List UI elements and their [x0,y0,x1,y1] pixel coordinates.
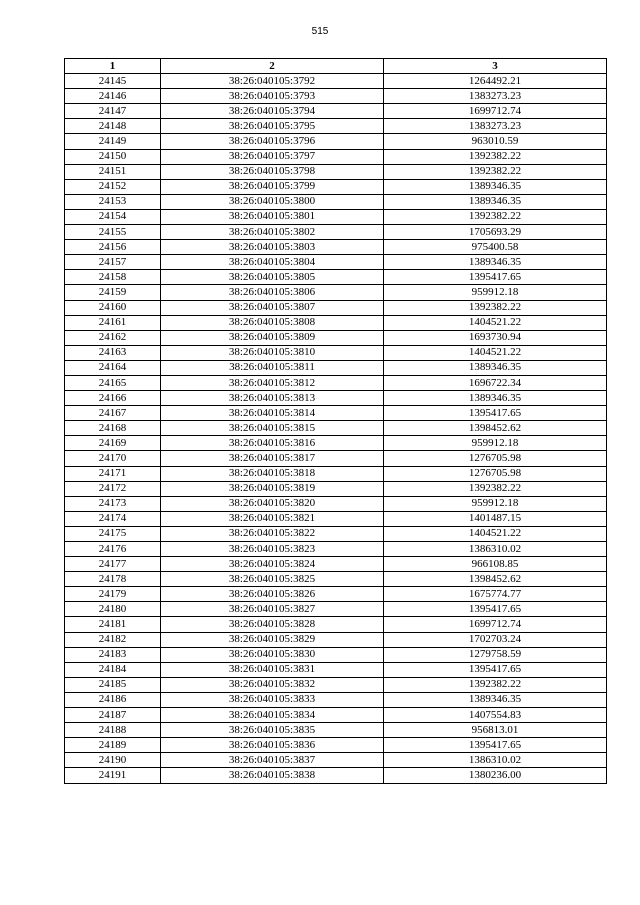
value-cell: 963010.59 [384,134,607,149]
cadastral-number-cell: 38:26:040105:3828 [161,617,384,632]
row-number-cell: 24175 [65,526,161,541]
value-cell: 1392382.22 [384,481,607,496]
row-number-cell: 24157 [65,255,161,270]
cadastral-number-cell: 38:26:040105:3826 [161,587,384,602]
row-number-cell: 24169 [65,436,161,451]
value-cell: 1696722.34 [384,375,607,390]
value-cell: 1404521.22 [384,526,607,541]
table-row [65,375,607,390]
value-cell: 1395417.65 [384,738,607,753]
row-number-cell: 24185 [65,677,161,692]
cadastral-number-cell: 38:26:040105:3817 [161,451,384,466]
row-number-cell: 24174 [65,511,161,526]
cadastral-number-cell: 38:26:040105:3825 [161,572,384,587]
table-row [65,134,607,149]
value-cell: 1675774.77 [384,587,607,602]
table-row [65,496,607,511]
cadastral-number-cell: 38:26:040105:3816 [161,436,384,451]
cadastral-number-cell: 38:26:040105:3813 [161,391,384,406]
page-number: 515 [311,26,329,37]
row-number-cell: 24186 [65,692,161,707]
table-row [65,149,607,164]
value-cell: 1383273.23 [384,89,607,104]
cadastral-number-cell: 38:26:040105:3800 [161,194,384,209]
row-number-cell: 24184 [65,662,161,677]
row-number-cell: 24190 [65,753,161,768]
table-row [65,451,607,466]
table-row [65,617,607,632]
cadastral-number-cell: 38:26:040105:3832 [161,677,384,692]
cadastral-number-cell: 38:26:040105:3814 [161,406,384,421]
table-row [65,738,607,753]
value-cell: 1407554.83 [384,708,607,723]
value-cell: 966108.85 [384,557,607,572]
cadastral-number-cell: 38:26:040105:3795 [161,119,384,134]
cadastral-number-cell: 38:26:040105:3827 [161,602,384,617]
cadastral-number-cell: 38:26:040105:3812 [161,375,384,390]
table-row [65,406,607,421]
row-number-cell: 24177 [65,557,161,572]
row-number-cell: 24147 [65,104,161,119]
row-number-cell: 24148 [65,119,161,134]
value-cell: 956813.01 [384,723,607,738]
table-row [65,194,607,209]
cadastral-number-cell: 38:26:040105:3807 [161,300,384,315]
table-row [65,692,607,707]
column-header-1: 1 [65,59,161,74]
cadastral-number-cell: 38:26:040105:3818 [161,466,384,481]
row-number-cell: 24156 [65,240,161,255]
value-cell: 1389346.35 [384,391,607,406]
table-row [65,315,607,330]
row-number-cell: 24181 [65,617,161,632]
table-row [65,662,607,677]
cadastral-number-cell: 38:26:040105:3835 [161,723,384,738]
row-number-cell: 24183 [65,647,161,662]
cadastral-number-cell: 38:26:040105:3802 [161,225,384,240]
table-row [65,526,607,541]
row-number-cell: 24155 [65,225,161,240]
table-row [65,104,607,119]
table-row [65,330,607,345]
cadastral-number-cell: 38:26:040105:3833 [161,692,384,707]
table-row [65,632,607,647]
table-row [65,74,607,89]
cadastral-number-cell: 38:26:040105:3805 [161,270,384,285]
table-row [65,708,607,723]
value-cell: 1389346.35 [384,179,607,194]
value-cell: 1392382.22 [384,149,607,164]
cadastral-number-cell: 38:26:040105:3837 [161,753,384,768]
value-cell: 959912.18 [384,436,607,451]
table-header [65,59,607,74]
row-number-cell: 24166 [65,391,161,406]
cadastral-number-cell: 38:26:040105:3806 [161,285,384,300]
cadastral-number-cell: 38:26:040105:3811 [161,360,384,375]
row-number-cell: 24149 [65,134,161,149]
table-row [65,345,607,360]
row-number-cell: 24164 [65,360,161,375]
cadastral-number-cell: 38:26:040105:3815 [161,421,384,436]
cadastral-number-cell: 38:26:040105:3820 [161,496,384,511]
row-number-cell: 24153 [65,194,161,209]
value-cell: 1392382.22 [384,300,607,315]
table-row [65,240,607,255]
row-number-cell: 24160 [65,300,161,315]
table-row [65,466,607,481]
cadastral-number-cell: 38:26:040105:3794 [161,104,384,119]
row-number-cell: 24163 [65,345,161,360]
cadastral-number-cell: 38:26:040105:3831 [161,662,384,677]
value-cell: 1693730.94 [384,330,607,345]
value-cell: 959912.18 [384,496,607,511]
cadastral-number-cell: 38:26:040105:3830 [161,647,384,662]
value-cell: 1404521.22 [384,345,607,360]
value-cell: 1395417.65 [384,270,607,285]
cadastral-number-cell: 38:26:040105:3838 [161,768,384,783]
table-row [65,768,607,783]
table-row [65,164,607,179]
cadastral-number-cell: 38:26:040105:3836 [161,738,384,753]
cadastral-number-cell: 38:26:040105:3809 [161,330,384,345]
row-number-cell: 24158 [65,270,161,285]
table-row [65,89,607,104]
cadastral-number-cell: 38:26:040105:3808 [161,315,384,330]
column-header-2: 2 [161,59,384,74]
cadastral-number-cell: 38:26:040105:3824 [161,557,384,572]
cadastral-number-cell: 38:26:040105:3801 [161,209,384,224]
table-row [65,436,607,451]
row-number-cell: 24165 [65,375,161,390]
row-number-cell: 24189 [65,738,161,753]
value-cell: 1392382.22 [384,209,607,224]
row-number-cell: 24188 [65,723,161,738]
cadastral-number-cell: 38:26:040105:3804 [161,255,384,270]
row-number-cell: 24150 [65,149,161,164]
row-number-cell: 24176 [65,542,161,557]
value-cell: 1398452.62 [384,421,607,436]
cadastral-number-cell: 38:26:040105:3803 [161,240,384,255]
value-cell: 1389346.35 [384,692,607,707]
value-cell: 1392382.22 [384,677,607,692]
table-row [65,723,607,738]
row-number-cell: 24171 [65,466,161,481]
row-number-cell: 24179 [65,587,161,602]
table-row [65,209,607,224]
row-number-cell: 24178 [65,572,161,587]
value-cell: 1401487.15 [384,511,607,526]
table-row [65,557,607,572]
table-row [65,270,607,285]
value-cell: 1276705.98 [384,451,607,466]
cadastral-number-cell: 38:26:040105:3792 [161,74,384,89]
value-cell: 1395417.65 [384,406,607,421]
value-cell: 1279758.59 [384,647,607,662]
row-number-cell: 24154 [65,209,161,224]
row-number-cell: 24152 [65,179,161,194]
value-cell: 1404521.22 [384,315,607,330]
table-row [65,225,607,240]
value-cell: 1395417.65 [384,662,607,677]
value-cell: 1705693.29 [384,225,607,240]
cadastral-number-cell: 38:26:040105:3821 [161,511,384,526]
value-cell: 1699712.74 [384,617,607,632]
table-row [65,647,607,662]
row-number-cell: 24146 [65,89,161,104]
value-cell: 1386310.02 [384,753,607,768]
table-row [65,255,607,270]
row-number-cell: 24180 [65,602,161,617]
table-row [65,602,607,617]
registry-table [64,58,607,784]
table-row [65,572,607,587]
table-row [65,179,607,194]
table-row [65,677,607,692]
table-body [65,74,607,783]
row-number-cell: 24161 [65,315,161,330]
row-number-cell: 24159 [65,285,161,300]
cadastral-number-cell: 38:26:040105:3793 [161,89,384,104]
table-row [65,511,607,526]
value-cell: 1383273.23 [384,119,607,134]
cadastral-number-cell: 38:26:040105:3799 [161,179,384,194]
table-row [65,391,607,406]
cadastral-number-cell: 38:26:040105:3798 [161,164,384,179]
cadastral-number-cell: 38:26:040105:3834 [161,708,384,723]
value-cell: 1702703.24 [384,632,607,647]
table-row [65,360,607,375]
value-cell: 1389346.35 [384,194,607,209]
cadastral-number-cell: 38:26:040105:3829 [161,632,384,647]
row-number-cell: 24182 [65,632,161,647]
column-header-3: 3 [384,59,607,74]
header-row [65,59,607,74]
value-cell: 1392382.22 [384,164,607,179]
row-number-cell: 24170 [65,451,161,466]
cadastral-number-cell: 38:26:040105:3810 [161,345,384,360]
row-number-cell: 24162 [65,330,161,345]
table-row [65,587,607,602]
cadastral-number-cell: 38:26:040105:3796 [161,134,384,149]
row-number-cell: 24173 [65,496,161,511]
cadastral-number-cell: 38:26:040105:3797 [161,149,384,164]
table-row [65,300,607,315]
value-cell: 1699712.74 [384,104,607,119]
value-cell: 1380236.00 [384,768,607,783]
row-number-cell: 24191 [65,768,161,783]
value-cell: 1389346.35 [384,360,607,375]
row-number-cell: 24145 [65,74,161,89]
value-cell: 1389346.35 [384,255,607,270]
value-cell: 1264492.21 [384,74,607,89]
table-row [65,119,607,134]
cadastral-number-cell: 38:26:040105:3819 [161,481,384,496]
row-number-cell: 24168 [65,421,161,436]
row-number-cell: 24187 [65,708,161,723]
value-cell: 1398452.62 [384,572,607,587]
row-number-cell: 24167 [65,406,161,421]
cadastral-number-cell: 38:26:040105:3822 [161,526,384,541]
table-row [65,421,607,436]
value-cell: 1395417.65 [384,602,607,617]
row-number-cell: 24151 [65,164,161,179]
table-row [65,542,607,557]
value-cell: 975400.58 [384,240,607,255]
cadastral-number-cell: 38:26:040105:3823 [161,542,384,557]
table-row [65,285,607,300]
table-row [65,753,607,768]
value-cell: 1276705.98 [384,466,607,481]
table-row [65,481,607,496]
value-cell: 959912.18 [384,285,607,300]
value-cell: 1386310.02 [384,542,607,557]
row-number-cell: 24172 [65,481,161,496]
